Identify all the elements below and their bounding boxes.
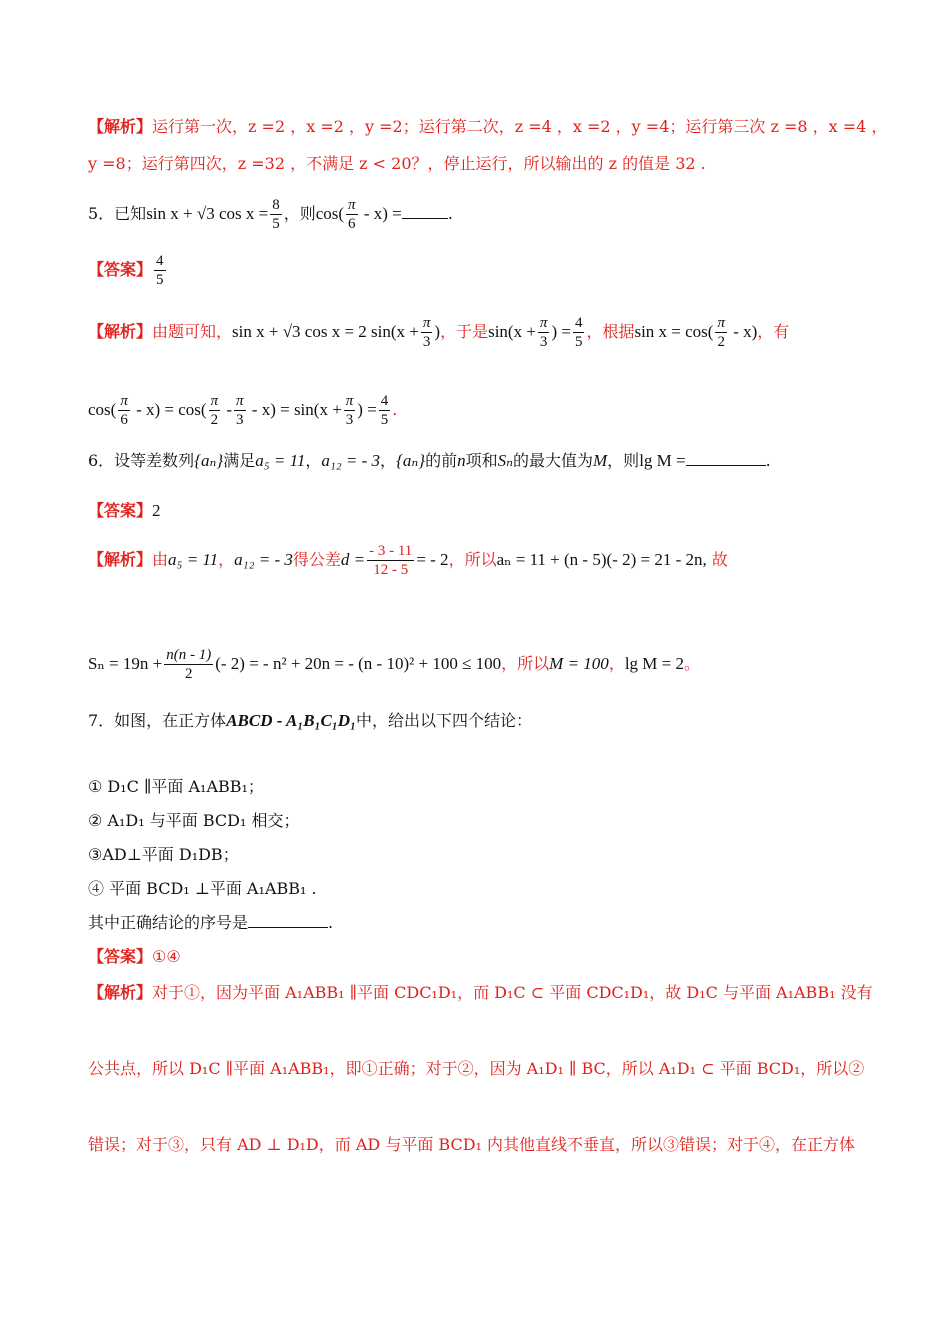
text: ， (608, 654, 625, 673)
equation: sin(x + (488, 322, 536, 341)
solution-6-line-2 (88, 646, 878, 683)
answer-blank (402, 204, 448, 219)
solution-tag: 【解析】 (88, 983, 153, 1002)
text: 满足 (223, 451, 256, 470)
denominator: 3 (345, 412, 354, 428)
numerator: π (717, 315, 725, 331)
denominator: 2 (210, 412, 219, 428)
conclusion-4 (88, 878, 878, 900)
text: 7．如图，在正方体 (88, 711, 227, 730)
answer-value: 2 (152, 501, 161, 520)
text: 公共点，所以 D₁C ∥平面 A₁ABB₁，即①正确；对于②，因为 A₁D₁ ∥ BC，所以 A₁D₁ ⊂ 平面 BCD₁，所以② (88, 1059, 865, 1078)
sequence: {aₙ} (194, 451, 224, 470)
denominator: 6 (120, 412, 128, 428)
equation: ) (434, 322, 441, 341)
question-number: 5．已知 (88, 204, 147, 223)
equation: d = (340, 550, 366, 569)
text: 其中正确结论的序号是 (88, 913, 249, 932)
equation: aₙ = 11 + (n - 5)(- 2) = 21 - 2n, (496, 550, 707, 569)
numerator: π (236, 393, 244, 409)
text: ，根据 (586, 322, 635, 341)
solution-tag: 【解析】 (88, 117, 153, 136)
answer-tag: 【答案】 (88, 947, 153, 966)
fraction (344, 392, 356, 429)
numerator: 4 (380, 393, 389, 409)
fraction (421, 314, 433, 351)
text: . (765, 451, 771, 470)
denominator: 5 (272, 216, 280, 232)
denominator: 2 (717, 334, 725, 350)
numerator: 4 (574, 315, 583, 331)
fraction (346, 196, 358, 233)
equation: - x) = (359, 204, 402, 223)
text: ，有 (757, 322, 790, 341)
solution-5-line-2 (88, 392, 878, 429)
numerator: π (539, 315, 548, 331)
equation: sin x + √3 cos x = (146, 204, 269, 223)
equation: sin x = cos( (634, 322, 714, 341)
variable: M (593, 451, 608, 470)
answer-blank (248, 913, 328, 928)
denominator: 6 (348, 216, 356, 232)
text: 中，给出以下四个结论： (356, 711, 533, 730)
question-5 (88, 196, 878, 233)
equation: ABCD - A₁B₁C₁D₁ (226, 711, 357, 730)
equation: - x) = cos( (131, 400, 207, 419)
equation: - x) = sin(x + (247, 400, 342, 419)
equation: ) = (357, 400, 377, 419)
denominator: 3 (422, 334, 431, 350)
text: 由题可知， (152, 322, 233, 341)
fraction (234, 392, 246, 429)
text: ② A₁D₁ 与平面 BCD₁ 相交； (88, 811, 300, 830)
fraction (367, 542, 414, 579)
solution-6-line-1 (88, 542, 878, 579)
fraction (118, 392, 130, 429)
fraction (164, 646, 213, 683)
answer-blank (686, 451, 766, 466)
fraction (209, 392, 221, 429)
answer-value: ①④ (152, 947, 181, 966)
equation: - (222, 400, 233, 419)
solution-tag: 【解析】 (88, 322, 153, 341)
equation: a₅ = 11 (255, 451, 306, 470)
equation: Sₙ = 19n + (88, 654, 163, 673)
text: ③AD⊥平面 D₁DB； (88, 845, 239, 864)
text: ， (305, 451, 322, 470)
fraction (270, 196, 282, 233)
fraction (715, 314, 727, 351)
text: 6．设等差数列 (88, 451, 195, 470)
text: 的最大值为 (512, 451, 593, 470)
text: 的前 (425, 451, 458, 470)
text: 项和 (465, 451, 498, 470)
answer-tag: 【答案】 (88, 501, 153, 520)
fraction (538, 314, 550, 351)
conclusion-1 (88, 776, 878, 798)
solution-7-line-3 (88, 1134, 878, 1156)
answer-tag: 【答案】 (88, 260, 153, 279)
numerator: π (345, 393, 354, 409)
numerator: π (210, 393, 219, 409)
equation: a₁₂ = - 3 (321, 451, 381, 470)
equation: sin x + √3 cos x = 2 sin(x + (232, 322, 419, 341)
conclusion-3 (88, 844, 878, 866)
denominator: 12 - 5 (373, 562, 409, 578)
numerator: π (348, 197, 356, 213)
text: 得公差 (292, 550, 341, 569)
denominator: 5 (574, 334, 583, 350)
text: . (392, 400, 398, 419)
text: 对于①，因为平面 A₁ABB₁ ∥平面 CDC₁D₁，而 D₁C ⊂ 平面 CDC₁D₁，故 D₁C 与平面 A₁ABB₁ 没有 (152, 983, 873, 1002)
fraction (573, 314, 585, 351)
variable: Sₙ (497, 451, 513, 470)
answer-7 (88, 946, 878, 968)
equation: (- 2) = - n² + 20n = - (n - 10)² + 100 ≤ 100 (215, 654, 502, 673)
text: 。 (684, 654, 701, 673)
text: ，所以 (448, 550, 497, 569)
numerator: 4 (156, 253, 164, 269)
equation: lg M = (639, 451, 686, 470)
numerator: n(n - 1) (166, 647, 212, 663)
equation: lg M = 2 (624, 654, 685, 673)
equation: M = 100 (549, 654, 609, 673)
equation: cos( (88, 400, 117, 419)
numerator: π (120, 393, 128, 409)
solution-4-line-2 (88, 153, 878, 175)
solution-4-text-2: y =8；运行第四次，z =32 ，不满足 z < 20？，停止运行，所以输出的 z 的值是 32 . (88, 154, 706, 173)
text: ， (218, 550, 235, 569)
equation: ) = (551, 322, 571, 341)
answer-5 (88, 252, 878, 289)
equation: - x) (728, 322, 758, 341)
text: ， (380, 451, 397, 470)
solution-7-line-2 (88, 1058, 878, 1080)
text: 由 (152, 550, 169, 569)
equation: = - 2 (416, 550, 449, 569)
variable: n (457, 451, 466, 470)
fraction (379, 392, 391, 429)
sequence: {aₙ} (396, 451, 426, 470)
denominator: 5 (156, 272, 164, 288)
solution-7-line-1 (88, 982, 878, 1004)
conclusion-2 (88, 810, 878, 832)
equation: a₁₂ = - 3 (234, 550, 293, 569)
text: ，则 (283, 204, 316, 223)
question-6 (88, 450, 878, 472)
conclusion-question (88, 912, 878, 934)
text: ，于是 (440, 322, 489, 341)
fraction (154, 252, 166, 289)
solution-5-line-1 (88, 314, 878, 351)
denominator: 3 (236, 412, 244, 428)
text: ① D₁C ∥平面 A₁ABB₁； (88, 777, 264, 796)
solution-tag: 【解析】 (88, 550, 153, 569)
text: 故 (706, 550, 728, 569)
denominator: 3 (539, 334, 548, 350)
solution-4-text: 运行第一次，z =2 ，x =2 ，y =2；运行第二次，z =4 ，x =2 ，y =4；运行第三次 z =8 ，x =4 ， (152, 117, 888, 136)
equation: cos( (315, 204, 345, 223)
text: 错误；对于③，只有 AD ⊥ D₁D，而 AD 与平面 BCD₁ 内其他直线不垂直，所以③错误；对于④，在正方体 (88, 1135, 856, 1154)
numerator: π (422, 315, 431, 331)
text: ，则 (607, 451, 640, 470)
text: ，所以 (501, 654, 550, 673)
denominator: 5 (380, 412, 389, 428)
solution-4-line-1 (88, 116, 888, 138)
denominator: 2 (184, 666, 193, 682)
numerator: - 3 - 11 (369, 543, 413, 559)
equation: a₅ = 11 (168, 550, 219, 569)
numerator: 8 (272, 197, 280, 213)
question-7 (88, 710, 878, 732)
text: . (328, 913, 334, 932)
answer-6 (88, 500, 878, 522)
text: . (447, 204, 453, 223)
text: ④ 平面 BCD₁ ⊥平面 A₁ABB₁ . (88, 879, 317, 898)
